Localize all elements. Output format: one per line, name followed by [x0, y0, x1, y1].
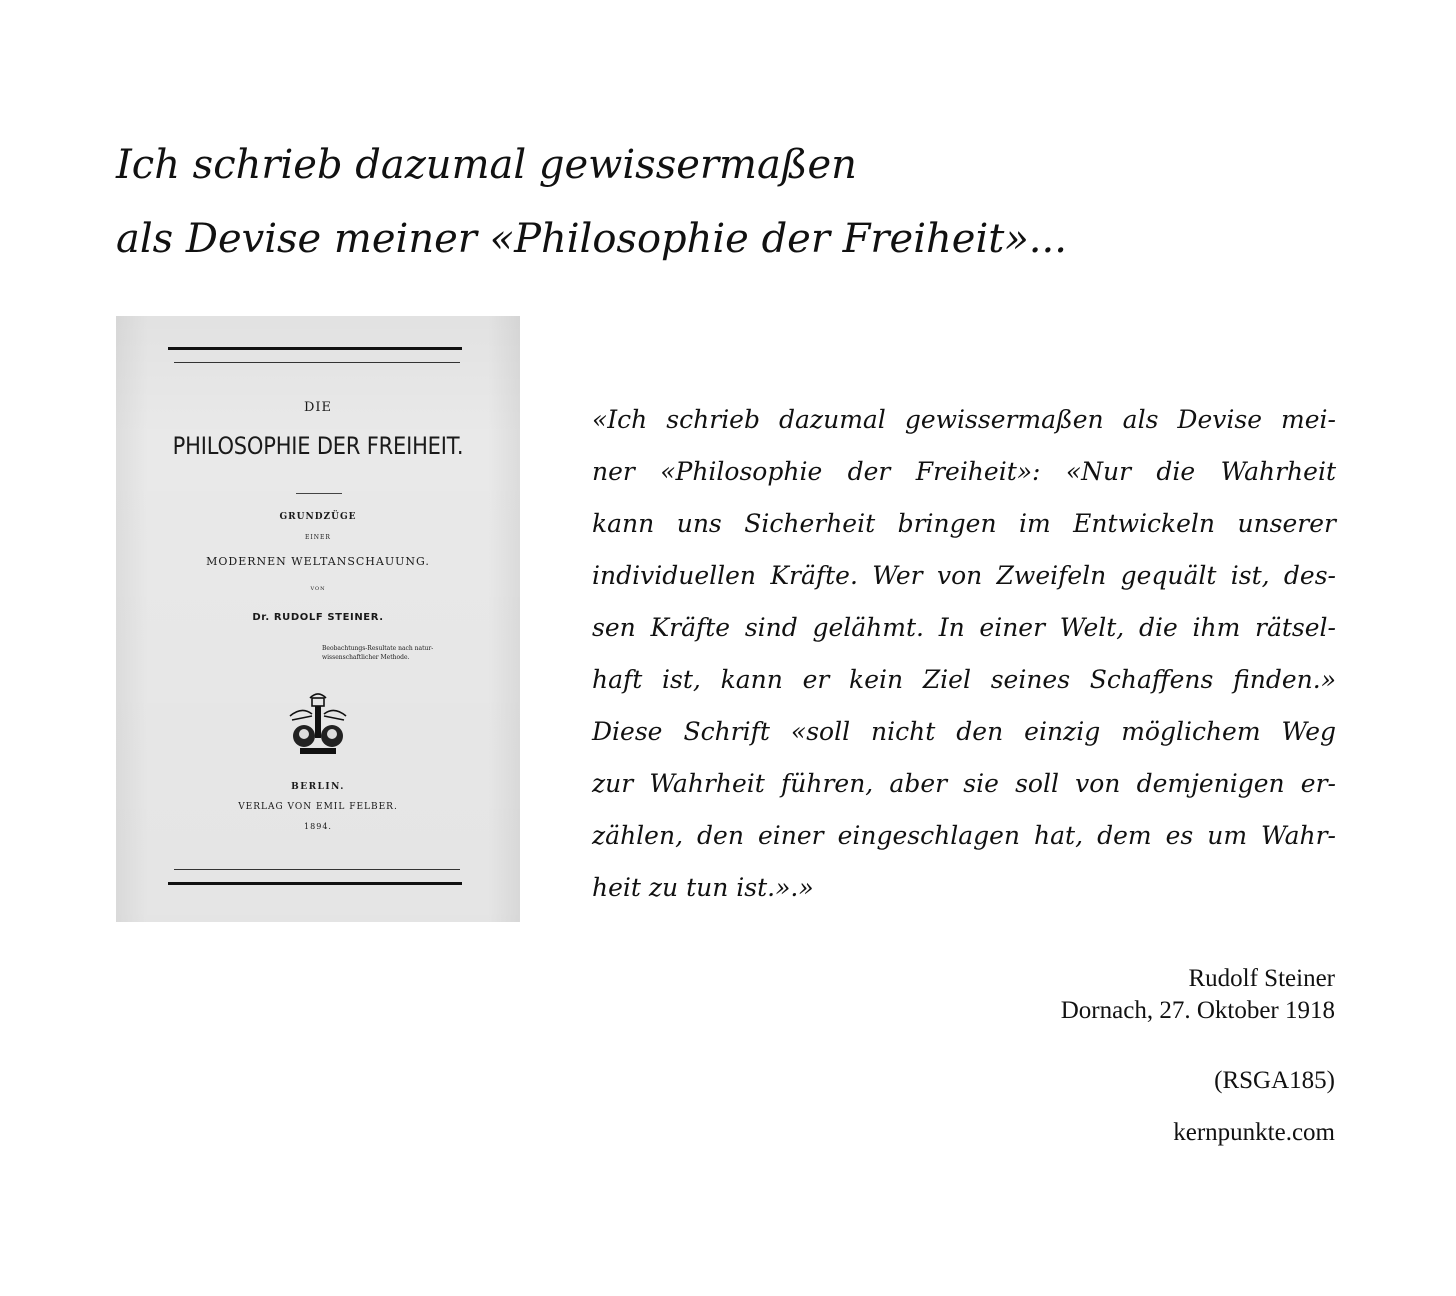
- quote-line: «Ich schrieb dazumal gewissermaßen als Devise mei-: [592, 405, 1336, 434]
- quote-line: zählen, den einer eingeschlagen hat, dem es um Wahr-: [592, 821, 1336, 850]
- headline-line-1: Ich schrieb dazumal gewissermaßen: [116, 142, 857, 188]
- book-cover-image: [116, 316, 520, 922]
- quote-line: individuellen Kräfte. Wer von Zweifeln gequält ist, des-: [592, 561, 1336, 590]
- quote-text: [592, 394, 1336, 914]
- quote-line: sen Kräfte sind gelähmt. In einer Welt, die ihm rätsel-: [592, 613, 1336, 642]
- cover-short-rule: [296, 493, 342, 494]
- quote-line: zur Wahrheit führen, aber sie soll von demjenigen er-: [592, 769, 1336, 798]
- headline: [116, 128, 1216, 276]
- cover-note-line-2: wissenschaftlicher Methode.: [322, 654, 410, 661]
- cover-grundzuege: GRUNDZÜGE: [279, 512, 357, 522]
- cover-die: DIE: [303, 400, 333, 415]
- cover-note: [322, 644, 472, 662]
- cover-author: Dr. RUDOLF STEINER.: [252, 612, 384, 623]
- cover-einer: EINER: [305, 534, 331, 541]
- cover-title: PHILOSOPHIE DER FREIHEIT.: [172, 432, 464, 460]
- cover-von: VON: [310, 586, 326, 592]
- cover-weltanschauung: MODERNEN WELTANSCHAUUNG.: [206, 555, 430, 568]
- cover-top-rule-thin: [174, 362, 460, 363]
- cover-city: BERLIN.: [291, 782, 345, 792]
- cover-bottom-rule-thin: [174, 869, 460, 870]
- cover-bottom-rule-thick: [168, 882, 462, 885]
- place-date: Dornach, 27. Oktober 1918: [1060, 997, 1335, 1024]
- quote-line: heit zu tun ist.».»: [592, 873, 814, 902]
- cover-year: 1894.: [304, 822, 332, 831]
- quote-line: kann uns Sicherheit bringen im Entwickeln unserer: [592, 509, 1336, 538]
- publisher-emblem-icon: [282, 686, 354, 758]
- source-reference: (RSGA185): [1214, 1067, 1335, 1094]
- website: kernpunkte.com: [1173, 1119, 1335, 1146]
- quote-line: haft ist, kann er kein Ziel seines Schaffens finden.»: [592, 665, 1336, 694]
- cover-top-rule-thick: [168, 347, 462, 350]
- author-name: Rudolf Steiner: [1188, 965, 1335, 992]
- cover-note-line-1: Beobachtungs-Resultate nach natur-: [322, 645, 434, 652]
- headline-line-2: als Devise meiner «Philosophie der Freiheit»...: [116, 216, 1067, 262]
- quote-line: ner «Philosophie der Freiheit»: «Nur die Wahrheit: [592, 457, 1336, 486]
- cover-publisher: VERLAG VON EMIL FELBER.: [238, 802, 398, 812]
- quote-line: Diese Schrift «soll nicht den einzig möglichem Weg: [592, 717, 1336, 746]
